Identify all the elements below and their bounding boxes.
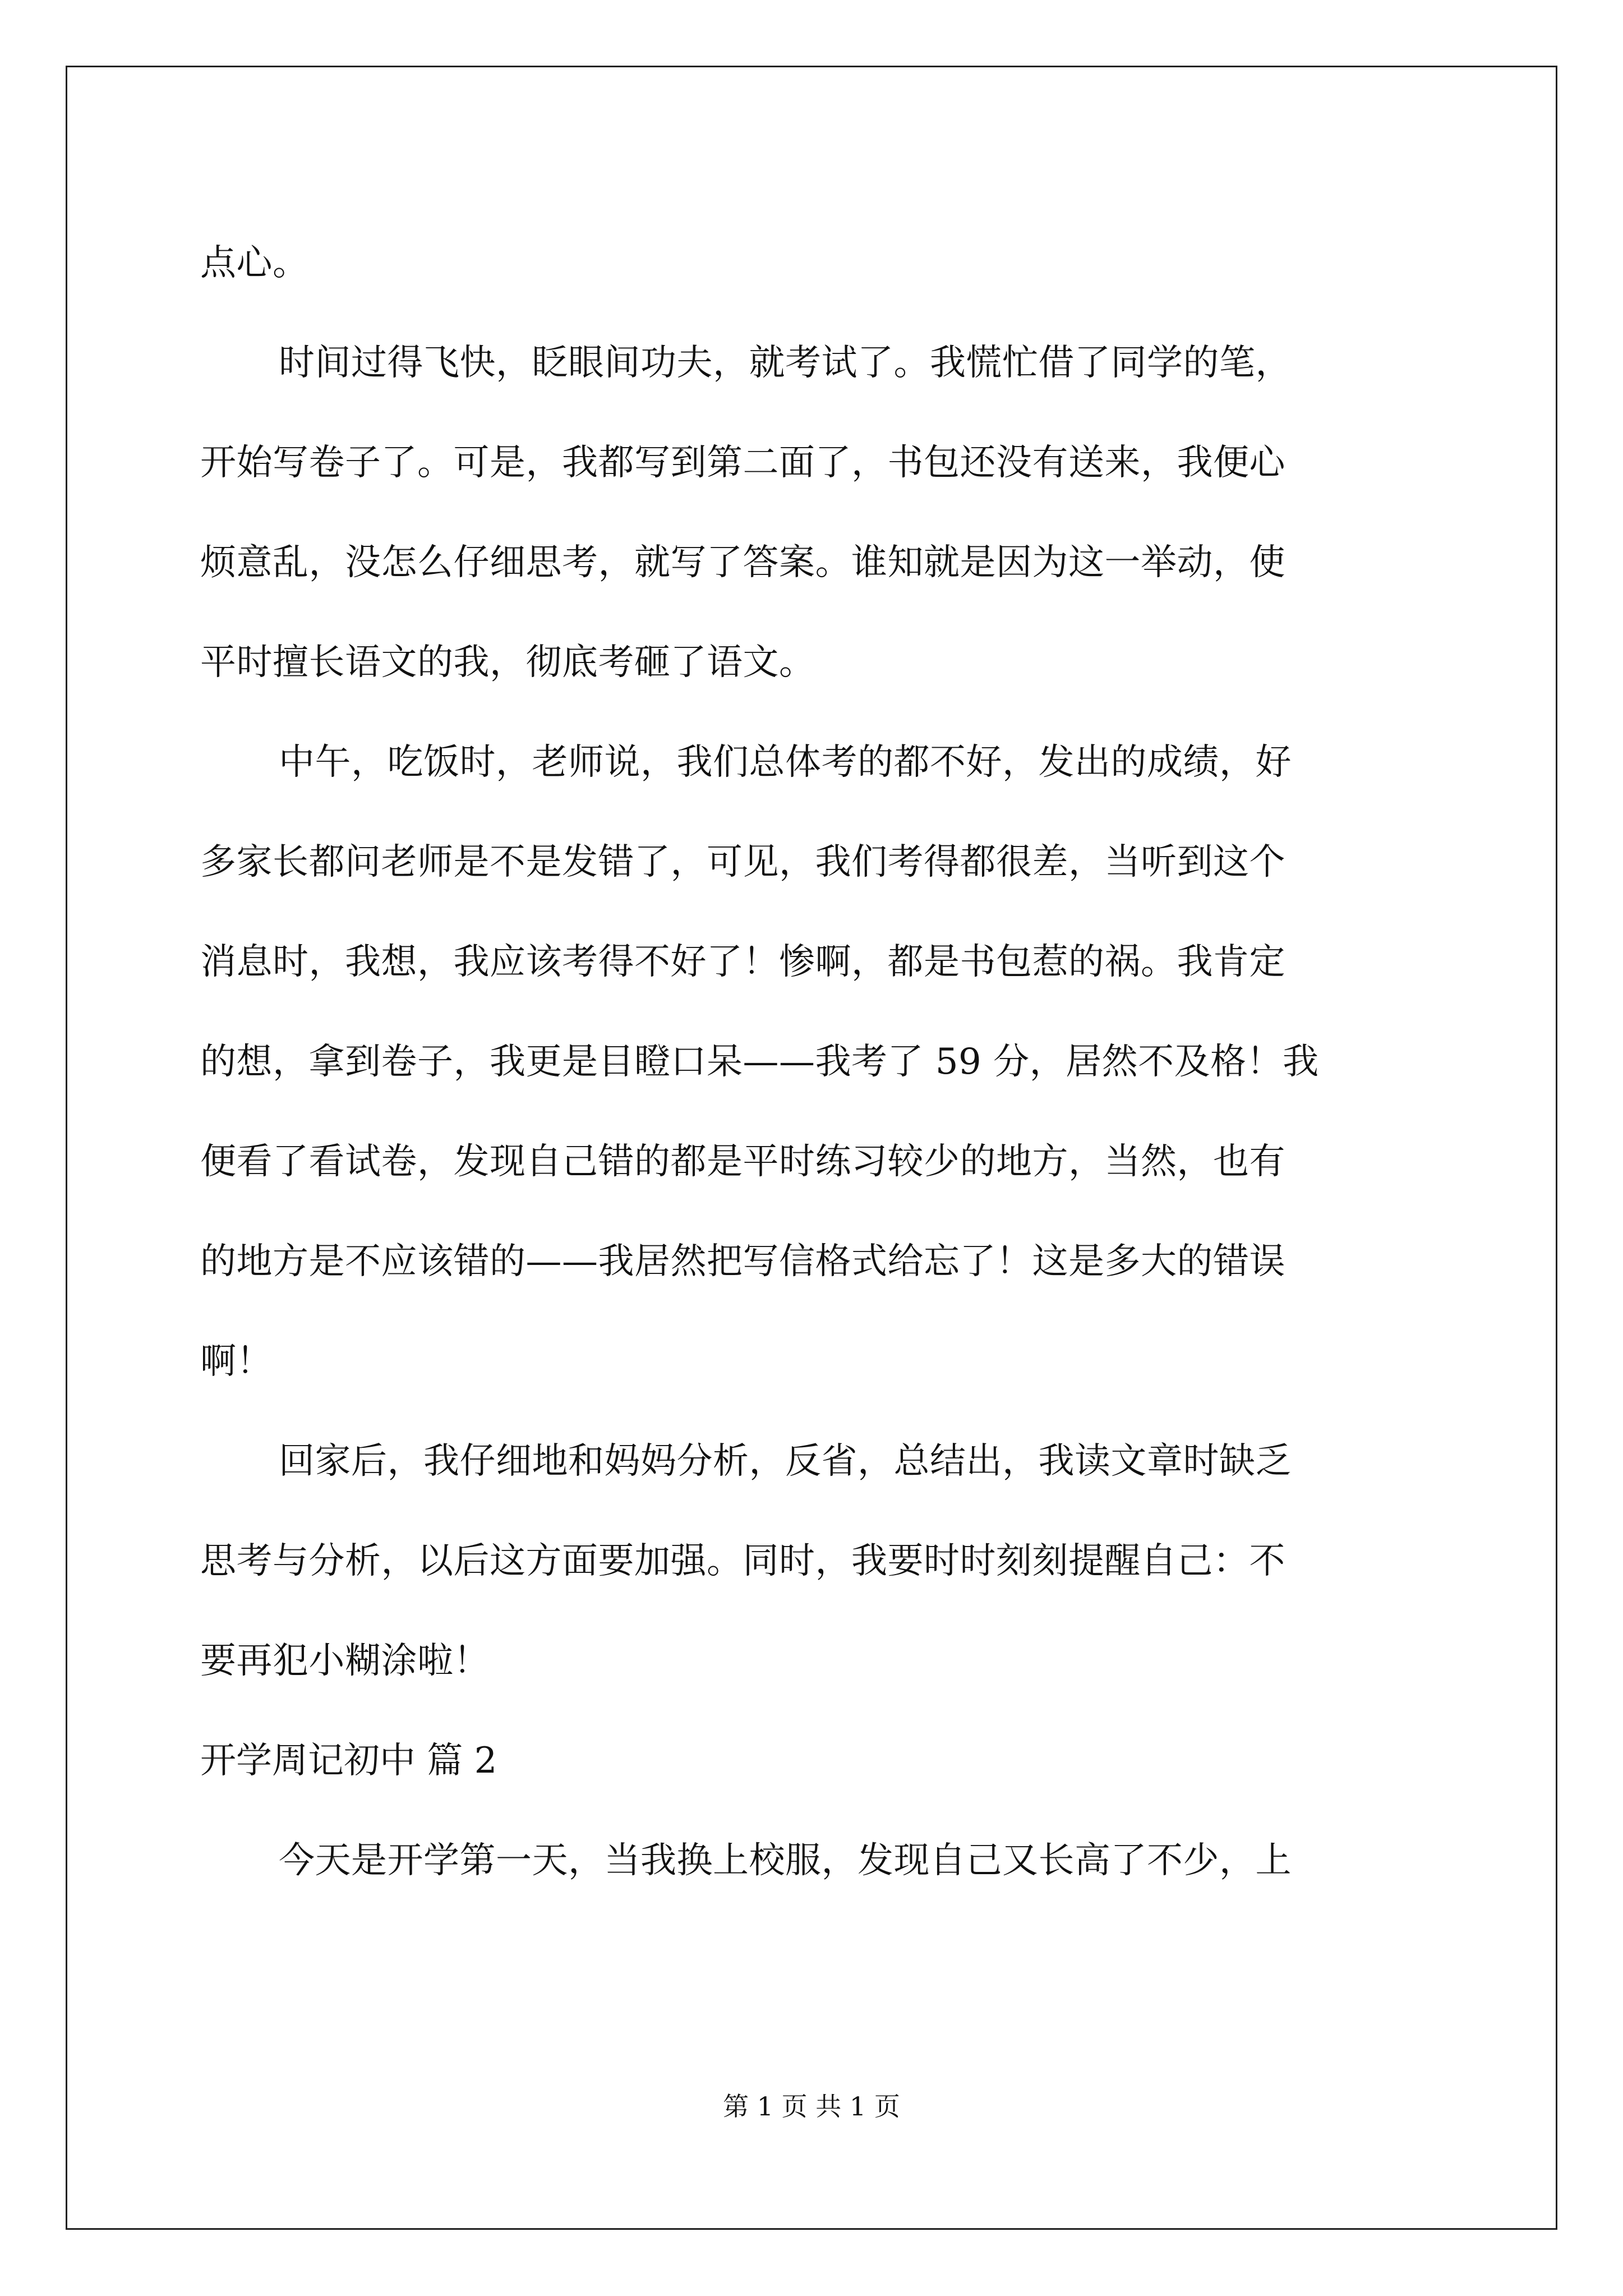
text-line-16: 今天是开学第一天，当我换上校服，发现自己又长高了不少，上 <box>279 1840 1292 1881</box>
section-heading: 开学周记初中 篇 2 <box>200 1740 497 1782</box>
text-line-10: 便看了看试卷，发现自己错的都是平时练习较少的地方，当然，也有 <box>200 1141 1285 1182</box>
page-number-footer: 第 1 页 共 1 页 <box>723 2091 900 2122</box>
text-line-7: 多家长都问老师是不是发错了，可见，我们考得都很差，当听到这个 <box>200 841 1285 883</box>
document-body <box>200 213 1423 1911</box>
text-line-14: 思考与分析，以后这方面要加强。同时，我要时时刻刻提醒自己：不 <box>200 1540 1285 1582</box>
text-line-12: 啊！ <box>200 1341 273 1382</box>
text-line-6: 中午，吃饭时，老师说，我们总体考的都不好，发出的成绩，好 <box>279 742 1292 783</box>
text-line-2: 时间过得飞快，眨眼间功夫，就考试了。我慌忙借了同学的笔， <box>279 342 1292 384</box>
text-line-8: 消息时，我想，我应该考得不好了！惨啊，都是书包惹的祸。我肯定 <box>200 941 1285 983</box>
text-line-15: 要再犯小糊涂啦！ <box>200 1640 490 1682</box>
text-line-11: 的地方是不应该错的——我居然把写信格式给忘了！这是多大的错误 <box>200 1241 1285 1282</box>
text-line-9: 的想，拿到卷子，我更是目瞪口呆——我考了 59 分，居然不及格！我 <box>200 1041 1319 1083</box>
text-line-13: 回家后，我仔细地和妈妈分析，反省，总结出，我读文章时缺乏 <box>279 1441 1292 1482</box>
text-line-5: 平时擅长语文的我，彻底考砸了语文。 <box>200 642 815 683</box>
text-line-4: 烦意乱，没怎么仔细思考，就写了答案。谁知就是因为这一举动，使 <box>200 542 1285 583</box>
text-line-1: 点心。 <box>200 242 309 284</box>
text-line-3: 开始写卷子了。可是，我都写到第二面了，书包还没有送来，我便心 <box>200 442 1285 484</box>
